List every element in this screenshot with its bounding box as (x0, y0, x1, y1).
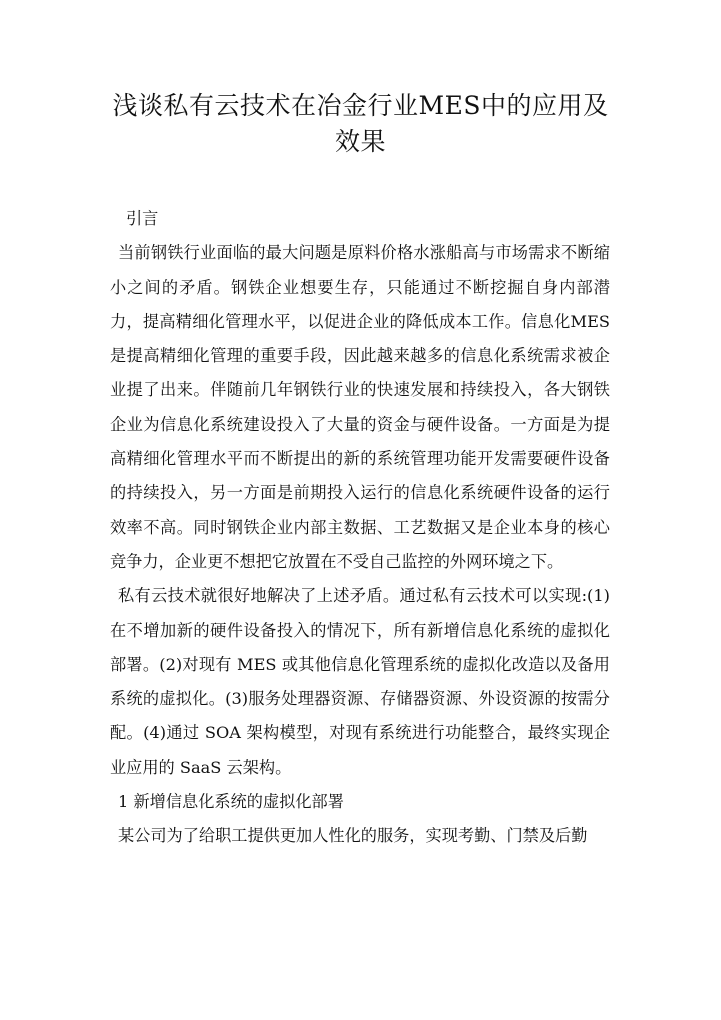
document-title: 浅谈私有云技术在冶金行业MES中的应用及效果 (112, 91, 609, 156)
section-1-heading: 1 新增信息化系统的虚拟化部署 (118, 792, 344, 812)
intro-heading: 引言 (126, 209, 159, 228)
document-body (110, 202, 610, 854)
paragraph-3: 某公司为了给职工提供更加人性化的服务，实现考勤、门禁及后勤 (118, 826, 588, 846)
paragraph-2: 私有云技术就很好地解决了上述矛盾。通过私有云技术可以实现:(1)在不增加新的硬件设备投入的情况下，所有新增信息化系统的虚拟化部署。(2)对现有 MES 或其他信息化管理系统的虚拟化改造以及备用系统的虚拟化。(3)服务处理器资源、存储器资源、外设资源的按需分配。(4)通过 SOA 架构模型，对现有系统进行功能整合，最终实现企业应用的 SaaS 云架构。 (110, 586, 610, 777)
paragraph-1: 当前钢铁行业面临的最大问题是原料价格水涨船高与市场需求不断缩小之间的矛盾。钢铁企业想要生存，只能通过不断挖掘自身内部潜力，提高精细化管理水平，以促进企业的降低成本工作。信息化MES是提高精细化管理的重要手段，因此越来越多的信息化系统需求被企业提了出来。伴随前几年钢铁行业的快速发展和持续投入，各大钢铁企业为信息化系统建设投入了大量的资金与硬件设备。一方面是为提高精细化管理水平而不断提出的新的系统管理功能开发需要硬件设备的持续投入，另一方面是前期投入运行的信息化系统硬件设备的运行效率不高。同时钢铁企业内部主数据、工艺数据又是企业本身的核心竞争力，企业更不想把它放置在不受自己监控的外网环境之下。 (110, 243, 610, 571)
